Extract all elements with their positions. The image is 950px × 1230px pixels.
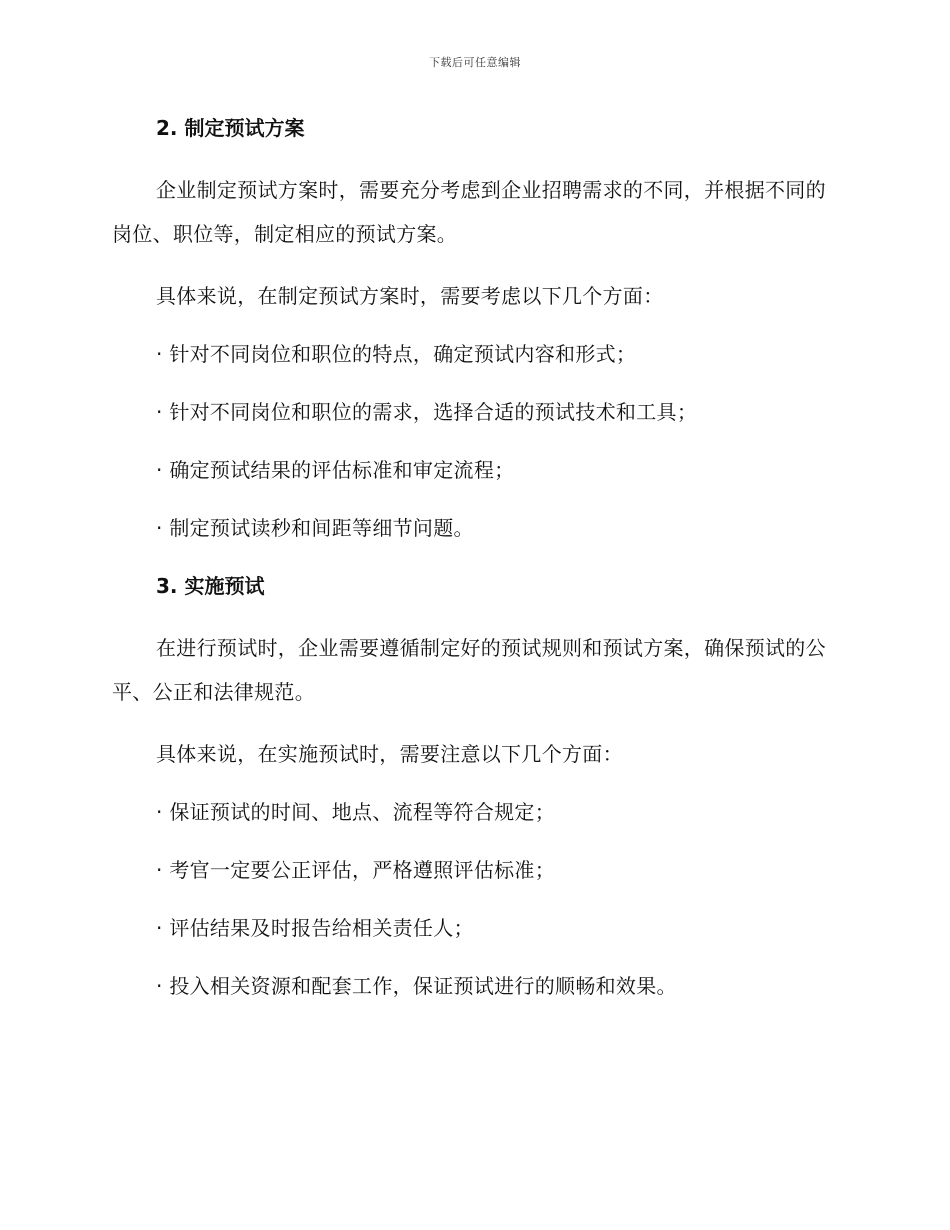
bullet-item: · 确定预试结果的评估标准和审定流程； — [156, 458, 515, 482]
section-lead-text: 具体来说，在实施预试时，需要注意以下几个方面： — [156, 742, 623, 766]
bullet-item: · 评估结果及时报告给相关责任人； — [156, 916, 474, 940]
bullet-item: · 考官一定要公正评估，严格遵照评估标准； — [156, 858, 556, 882]
bullet-item: · 制定预试读秒和间距等细节问题。 — [156, 516, 474, 540]
page-header: 下载后可任意编辑 — [429, 56, 521, 69]
bullet-item: · 保证预试的时间、地点、流程等符合规定； — [156, 800, 556, 824]
bullet-item: · 针对不同岗位和职位的特点，确定预试内容和形式； — [156, 342, 637, 366]
section-intro-paragraph: 企业制定预试方案时，需要充分考虑到企业招聘需求的不同，并根据不同的岗位、职位等，制定相应的预试方案。 — [112, 178, 826, 246]
bullet-item: · 针对不同岗位和职位的需求，选择合适的预试技术和工具； — [156, 400, 698, 424]
document-body — [112, 110, 832, 1004]
section-intro-paragraph: 在进行预试时，企业需要遵循制定好的预试规则和预试方案，确保预试的公平、公正和法律规范。 — [112, 636, 826, 704]
section-heading: 2. 制定预试方案 — [156, 116, 305, 140]
bullet-item: · 投入相关资源和配套工作，保证预试进行的顺畅和效果。 — [156, 974, 677, 998]
section-lead-text: 具体来说，在制定预试方案时，需要考虑以下几个方面： — [156, 284, 664, 308]
section-heading: 3. 实施预试 — [156, 574, 265, 598]
